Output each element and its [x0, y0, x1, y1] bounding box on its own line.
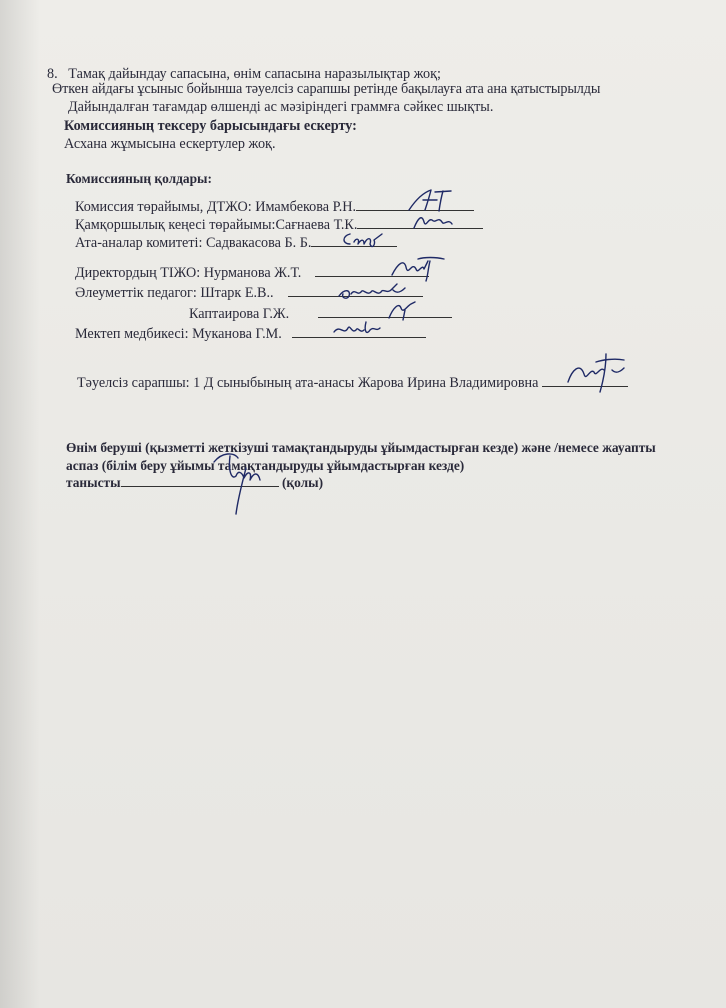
member-social-pedagog-label: Әлеуметтік педагог: Штарк Е.В.. [75, 285, 274, 301]
item-8-text-1: Тамақ дайындау сапасына, өнім сапасына наразылықтар жоқ; [68, 66, 441, 82]
page-shadow [0, 0, 40, 1008]
independent-expert-label: Тәуелсіз сарапшы: 1 Д сыныбының ата-анасы Жарова Ирина Владимировна [77, 375, 539, 391]
signatures-heading: Комиссияның қолдары: [66, 171, 212, 186]
supplier-line-2: аспаз (білім беру ұйымы тамақтандыруды ұйымдастырған кезде) [66, 458, 465, 473]
signature-nurse [330, 318, 388, 342]
signature-guardianship [410, 210, 458, 232]
signature-supplier [208, 450, 266, 518]
supplier-line-1: Өнім беруші (қызметті жеткізуші тамақтандыруды ұйымдастырған кезде) және /немесе жауапты [66, 440, 656, 455]
member-parents-label: Ата-аналар комитеті: Садвакасова Б. Б. [75, 235, 312, 251]
signature-kaptairova [385, 298, 423, 324]
item-8-number: 8. [47, 66, 58, 82]
member-kaptairova-label: Каптаирова Г.Ж. [189, 306, 290, 322]
item-8-line-1 [47, 66, 441, 82]
remark-heading: Комиссияның тексеру барысындағы ескерту: [64, 118, 357, 134]
member-chair-label: Комиссия төрайымы, ДТЖО: Имамбекова Р.Н. [75, 199, 357, 215]
supplier-acquainted [66, 474, 323, 491]
member-guardianship-label: Қамқоршылық кеңесі төрайымы:Сағнаева Т.К. [75, 217, 358, 233]
supplier-signature-label: (қолы) [281, 475, 324, 490]
member-nurse-label: Мектеп медбикесі: Муканова Г.М. [75, 326, 282, 342]
signature-parents [338, 230, 388, 256]
supplier-acquainted-label: танысты [66, 475, 121, 490]
member-deputy-director [75, 264, 429, 281]
member-deputy-director-label: Директордың ТІЖО: Нурманова Ж.Т. [75, 265, 302, 281]
remark-text: Асхана жұмысына ескертулер жоқ. [64, 136, 276, 152]
item-8-line-3: Дайындалған тағамдар өлшенді ас мәзіріндегі граммға сәйкес шықты. [68, 99, 494, 115]
item-8-line-2: Өткен айдағы ұсыныс бойынша тәуелсіз сарапшы ретінде бақылауға ата ана қатыстырылды [52, 81, 601, 97]
independent-expert [77, 374, 628, 391]
signature-expert [562, 352, 636, 396]
